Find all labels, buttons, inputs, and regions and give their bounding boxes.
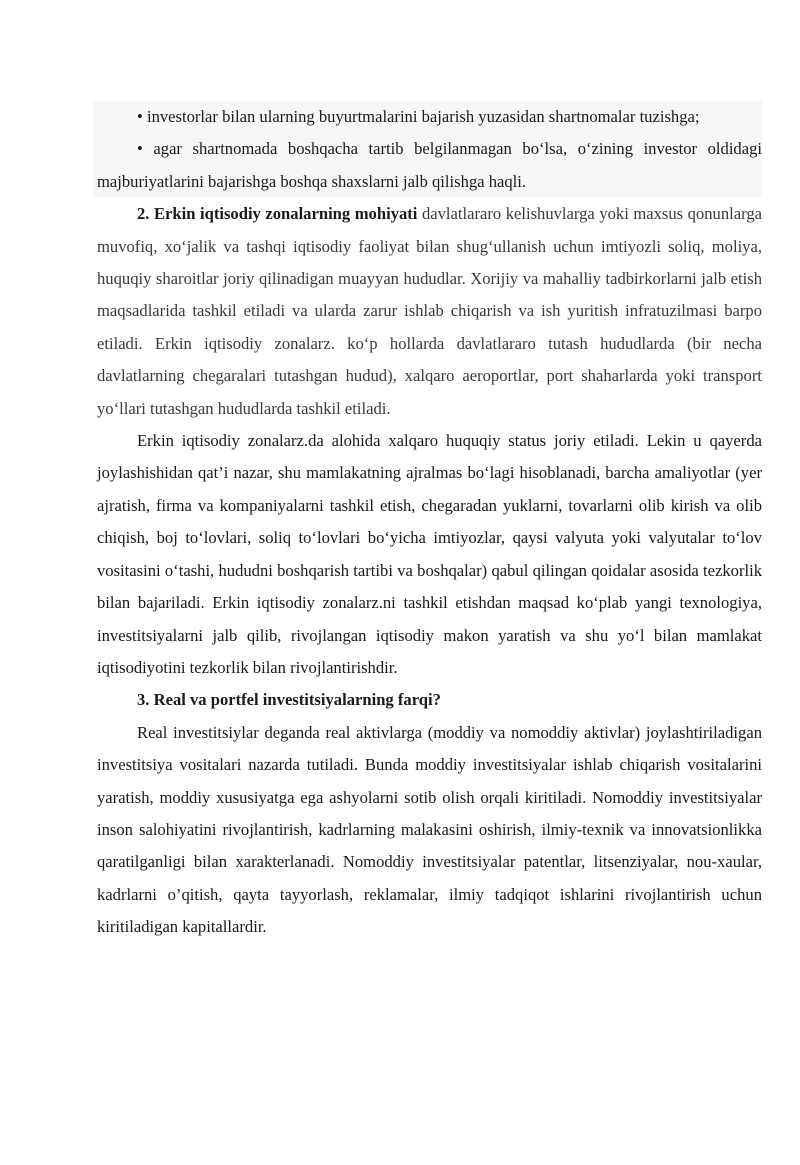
bullet-list <box>93 101 762 198</box>
bullet-text: agar shartnomada boshqacha tartib belgilanmagan bo‘lsa, o‘zining investor oldidagi majburiyatlarini bajarishga boshqa shaxslarni jalb qilishga haqli. <box>97 139 762 191</box>
section-2-paragraph <box>97 198 762 425</box>
bullet-marker: • <box>137 139 143 159</box>
bullet-text: investorlar bilan ularning buyurtmalarini bajarish yuzasidan shartnomalar tuzishga; <box>146 107 700 126</box>
section-2-body: Erkin iqtisodiy zonalarz.da alohida xalqaro huquqiy status joriy etiladi. Lekin u qayerda joylashishidan qat’i nazar, shu mamlakatning ajralmas bo‘lagi hisoblanadi, barcha amaliyotlar (yer ajratish, firma va kompaniyalarni tashkil etish, chegaradan yuklarni, tovarlarni olib kirish va olib chiqish, boj to‘lovlari, soliq to‘lovlari bo‘yicha imtiyozlar, qaysi valyuta yoki valyutalar to‘lov vositasini o‘tashi, hududni boshqarish tartibi va boshqalar) qabul qilingan qoidalar asosida tezkorlik bilan bajariladi. Erkin iqtisodiy zonalarz.ni tashkil etishdan maqsad ko‘plab yangi texnologiya, investitsiyalarni jalb qilib, rivojlangan iqtisodiy makon yaratish va shu yo‘l bilan mamlakat iqtisodiyotini tezkorlik bilan rivojlantirishdir. <box>97 431 762 677</box>
bullet-item <box>97 133 762 198</box>
section-3-heading-line <box>97 684 762 716</box>
section-3-body: Real investitsiylar deganda real aktivlarga (moddiy va nomoddiy aktivlar) joylashtiriladigan investitsiya vositalari nazarda tutiladi. Bunda moddiy investitsiyalar ishlab chiqarish vositalarini yaratish, moddiy xususiyatga ega ashyolarni sotib olish orqali kiritiladi. Nomoddiy investitsiyalar inson salohiyatini rivojlantirish, kadrlarning malakasini oshirish, ilmiy-texnik va innovatsionlikka qaratilganligi bilan xarakterlanadi. Nomoddiy investitsiyalar patentlar, litsenziyalar, nou-xaular, kadrlarni o’qitish, qayta tayyorlash, reklamalar, ilmiy tadqiqot ishlarini rivojlantirish uchun kiritiladigan kapitallardir. <box>97 722 762 937</box>
document-body <box>97 101 762 944</box>
section-3-heading: 3. Real va portfel investitsiyalarning farqi? <box>137 690 441 710</box>
section-2-intro: davlatlararo kelishuvlarga yoki maxsus qonunlarga muvofiq, xo‘jalik va tashqi iqtisodiy faoliyat bilan shug‘ullanish uchun imtiyozli soliq, moliya, huquqiy sharoitlar joriy qilinadigan muayyan hududlar. Xorijiy va mahalliy tadbirkorlarni jalb etish maqsadlarida tashkil etiladi va ularda zarur ishlab chiqarish va ish yuritish infratuzilmasi barpo etiladi. Erkin iqtisodiy zonalarz. ko‘p hollarda davlatlararo tutash hududlarda (bir necha davlatlarning chegaralari tutashgan hudud), xalqaro aeroportlar, port shaharlarda yoki transport yo‘llari tutashgan hududlarda tashkil etiladi. <box>97 204 762 418</box>
section-2-heading: 2. Erkin iqtisodiy zonalarning mohiyati <box>137 204 418 224</box>
bullet-marker: • <box>137 107 143 126</box>
bullet-item <box>97 101 762 133</box>
